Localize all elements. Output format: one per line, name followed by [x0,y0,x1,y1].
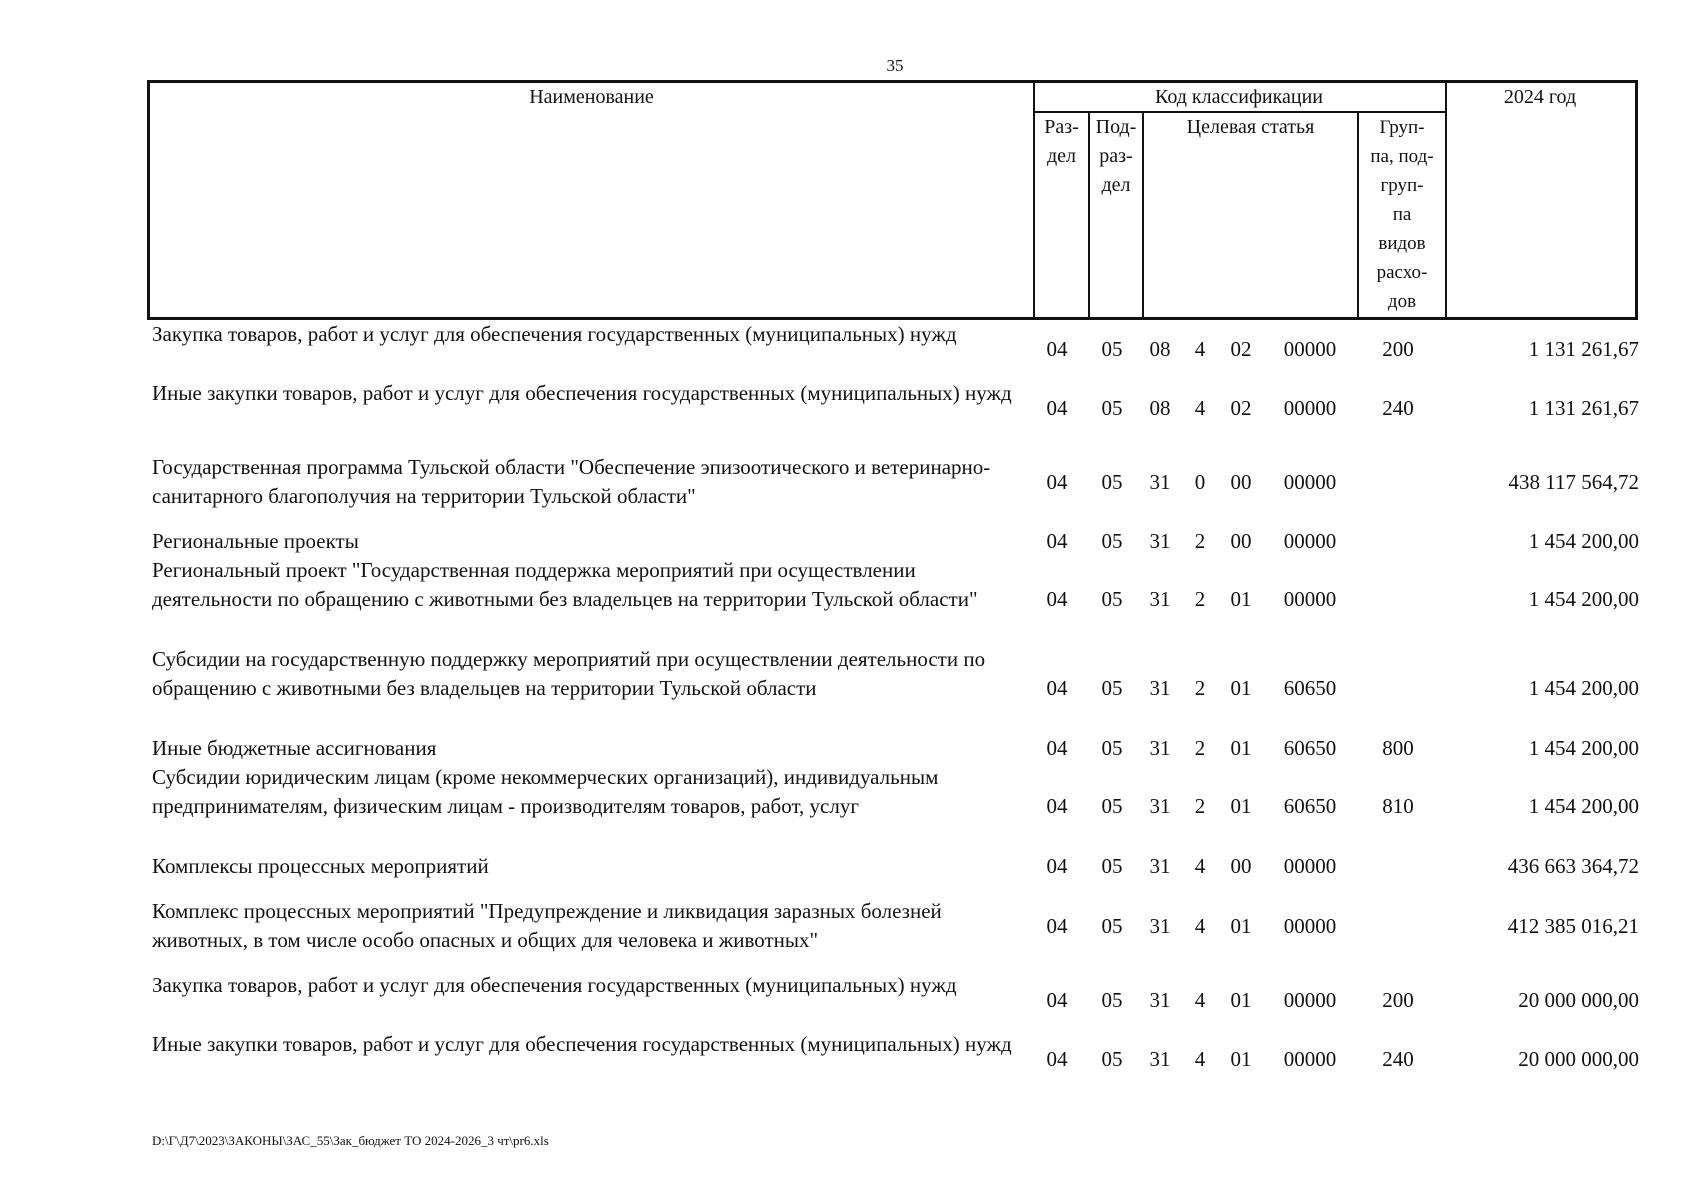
row-target-3: 02 [1230,337,1252,361]
table-header [147,80,1638,320]
header-razdel: Раз- дел [1044,116,1079,167]
page-number: 35 [886,56,904,75]
row-target-4: 00000 [1283,396,1337,420]
row-podrazdel: 05 [1101,794,1123,818]
row-name: Региональный проект "Государственная поддержка мероприятий при осуществлении деятельности по обращению с животными без владельцев на территории Тульской области" [152,558,978,611]
row-name: Комплексы процессных мероприятий [152,854,489,878]
row-target-4: 00000 [1283,1047,1337,1071]
row-amount: 20 000 000,00 [1518,1047,1639,1071]
row-group: 810 [1382,794,1414,818]
row-razdel: 04 [1046,470,1068,494]
row-target-4: 00000 [1283,914,1337,938]
row-target-1: 31 [1149,736,1171,760]
row-podrazdel: 05 [1101,676,1123,700]
row-target-2: 4 [1194,1047,1206,1071]
row-amount: 436 663 364,72 [1507,854,1639,878]
row-target-3: 00 [1230,529,1252,553]
row-target-1: 08 [1149,396,1171,420]
row-target-3: 02 [1230,396,1252,420]
row-amount: 20 000 000,00 [1518,988,1639,1012]
row-razdel: 04 [1046,1047,1068,1071]
row-razdel: 04 [1046,914,1068,938]
row-name: Государственная программа Тульской области "Обеспечение эпизоотического и ветеринарно-санитарного благополучия на территории Тульской области" [152,455,991,508]
row-target-1: 08 [1149,337,1171,361]
row-target-2: 4 [1194,396,1206,420]
header-target: Целевая статья [1186,116,1315,138]
row-podrazdel: 05 [1101,396,1123,420]
row-target-4: 00000 [1283,988,1337,1012]
row-podrazdel: 05 [1101,337,1123,361]
row-razdel: 04 [1046,988,1068,1012]
row-razdel: 04 [1046,854,1068,878]
row-amount: 412 385 016,21 [1507,914,1639,938]
row-amount: 1 454 200,00 [1528,676,1639,700]
row-razdel: 04 [1046,337,1068,361]
row-target-1: 31 [1149,914,1171,938]
row-name: Субсидии юридическим лицам (кроме некоммерческих организаций), индивидуальным предпринимателям, физическим лицам - производителям товаров, работ, услуг [152,765,939,818]
row-target-1: 31 [1149,988,1171,1012]
header-podrazdel: Под- раз- дел [1095,116,1137,196]
row-name: Субсидии на государственную поддержку мероприятий при осуществлении деятельности по обращению с животными без владельцев на территории Тульской области [152,647,986,700]
row-target-2: 0 [1194,470,1206,494]
row-group: 200 [1382,337,1414,361]
row-group: 240 [1382,1047,1414,1071]
row-amount: 1 454 200,00 [1528,587,1639,611]
row-razdel: 04 [1046,529,1068,553]
row-target-3: 00 [1230,470,1252,494]
row-target-2: 2 [1194,794,1206,818]
row-target-4: 00000 [1283,587,1337,611]
row-target-1: 31 [1149,470,1171,494]
row-amount: 438 117 564,72 [1508,470,1639,494]
row-target-3: 01 [1230,587,1252,611]
row-name: Комплекс процессных мероприятий "Предупреждение и ликвидация заразных болезней животных, в том числе особо опасных и общих для человека и животных" [152,899,942,952]
row-target-2: 2 [1194,529,1206,553]
row-amount: 1 454 200,00 [1528,736,1639,760]
header-name: Наименование [529,86,654,108]
row-podrazdel: 05 [1101,914,1123,938]
header-divider [1445,83,1447,317]
row-target-4: 00000 [1283,529,1337,553]
row-target-2: 4 [1194,854,1206,878]
row-podrazdel: 05 [1101,529,1123,553]
row-name: Закупка товаров, работ и услуг для обеспечения государственных (муниципальных) нужд [152,973,957,997]
row-target-1: 31 [1149,676,1171,700]
row-group: 200 [1382,988,1414,1012]
row-target-4: 60650 [1283,736,1337,760]
row-target-1: 31 [1149,794,1171,818]
row-amount: 1 454 200,00 [1528,794,1639,818]
row-target-3: 01 [1230,794,1252,818]
header-classification: Код классификации [1154,86,1324,108]
row-target-2: 2 [1194,587,1206,611]
row-target-1: 31 [1149,587,1171,611]
row-target-3: 01 [1230,914,1252,938]
row-podrazdel: 05 [1101,470,1123,494]
row-target-2: 4 [1194,337,1206,361]
header-year: 2024 год [1503,86,1577,108]
row-target-1: 31 [1149,529,1171,553]
row-name: Иные бюджетные ассигнования [152,736,437,760]
row-target-4: 60650 [1283,676,1337,700]
row-razdel: 04 [1046,676,1068,700]
row-amount: 1 131 261,67 [1528,337,1639,361]
row-name: Закупка товаров, работ и услуг для обеспечения государственных (муниципальных) нужд [152,322,957,346]
row-target-2: 4 [1194,988,1206,1012]
row-amount: 1 454 200,00 [1528,529,1639,553]
row-podrazdel: 05 [1101,736,1123,760]
row-group: 800 [1382,736,1414,760]
row-podrazdel: 05 [1101,988,1123,1012]
row-target-3: 01 [1230,988,1252,1012]
row-target-2: 2 [1194,676,1206,700]
row-target-4: 60650 [1283,794,1337,818]
row-podrazdel: 05 [1101,1047,1123,1071]
row-target-3: 01 [1230,736,1252,760]
row-name: Иные закупки товаров, работ и услуг для обеспечения государственных (муниципальных) нужд [152,381,1012,405]
row-target-1: 31 [1149,1047,1171,1071]
row-target-3: 01 [1230,1047,1252,1071]
row-group: 240 [1382,396,1414,420]
row-target-4: 00000 [1283,854,1337,878]
row-name: Региональные проекты [152,529,359,553]
row-podrazdel: 05 [1101,587,1123,611]
header-group: Груп- па, под- груп- па видов расхо- дов [1370,117,1434,312]
row-target-4: 00000 [1283,337,1337,361]
row-target-3: 00 [1230,854,1252,878]
row-razdel: 04 [1046,587,1068,611]
row-name: Иные закупки товаров, работ и услуг для обеспечения государственных (муниципальных) нужд [152,1032,1012,1056]
row-podrazdel: 05 [1101,854,1123,878]
row-amount: 1 131 261,67 [1528,396,1639,420]
row-target-1: 31 [1149,854,1171,878]
row-target-3: 01 [1230,676,1252,700]
row-razdel: 04 [1046,794,1068,818]
row-target-4: 00000 [1283,470,1337,494]
row-target-2: 4 [1194,914,1206,938]
row-razdel: 04 [1046,736,1068,760]
row-target-2: 2 [1194,736,1206,760]
footer-file-path: D:\Г\Д7\2023\ЗАКОНЫ\ЗАС_55\Зак_бюджет ТО 2024-2026_3 чт\pr6.xls [152,1133,549,1148]
row-razdel: 04 [1046,396,1068,420]
